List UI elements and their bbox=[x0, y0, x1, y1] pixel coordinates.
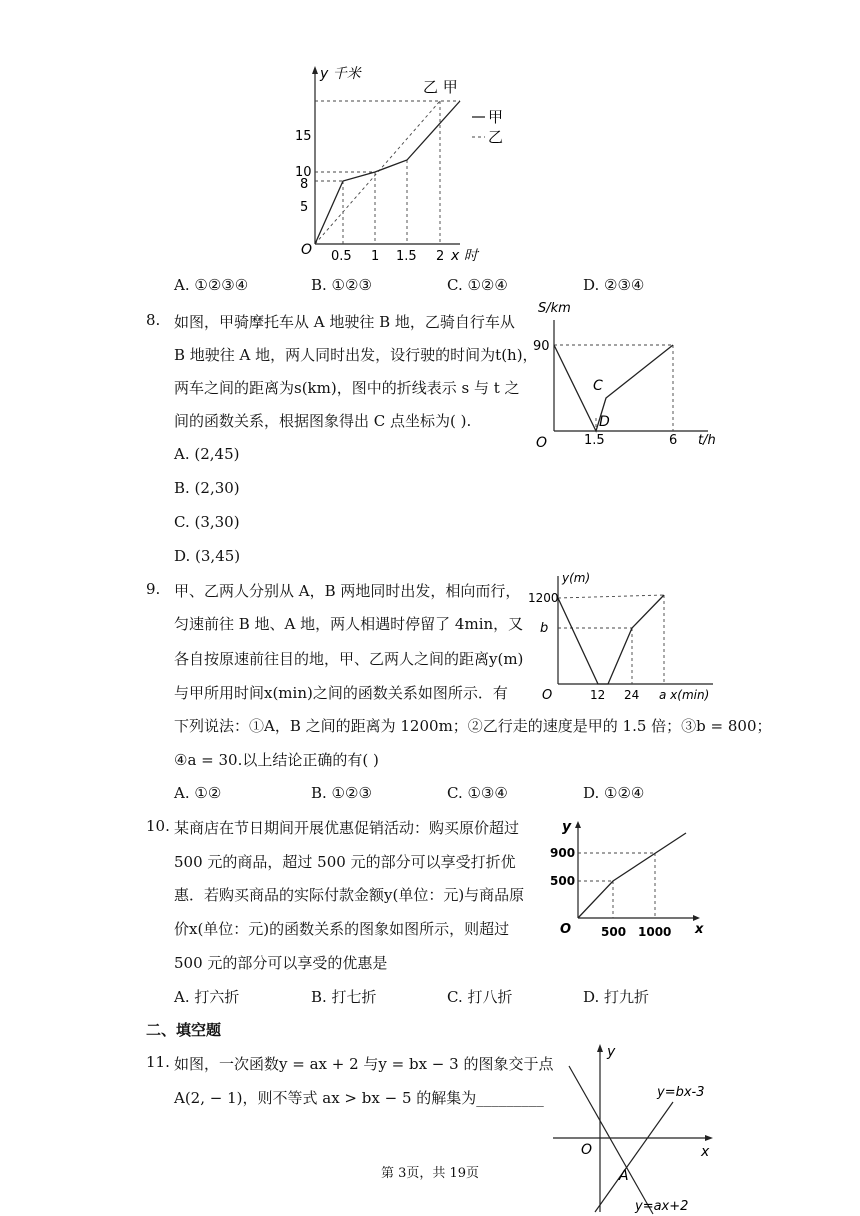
q10-ytick-900: 900 bbox=[550, 846, 576, 860]
q8-line-3: 两车之间的距离为s(km)，图中的折线表示 s 与 t 之 bbox=[174, 379, 520, 397]
page-footer: 第 3页，共 19页 bbox=[380, 1166, 480, 1181]
q10-y-axis: y bbox=[562, 819, 572, 835]
q9-line-3: 各自按原速前往目的地，甲、乙两人之间的距离y(m) bbox=[174, 650, 524, 668]
q10-x-axis: x bbox=[695, 922, 704, 937]
q9-y-b: b bbox=[540, 621, 549, 636]
q10-option-a[interactable]: A. 打六折 bbox=[174, 988, 240, 1006]
q7-xtick-0.5: 0.5 bbox=[331, 249, 352, 264]
q8-y-val: 90 bbox=[533, 339, 550, 354]
q9-number: 9. bbox=[146, 580, 161, 598]
section-title: 二、填空题 bbox=[146, 1021, 222, 1039]
q8-option-a[interactable]: A. (2,45) bbox=[174, 445, 240, 463]
q9-option-d[interactable]: D. ①②④ bbox=[583, 784, 645, 802]
q9-x-axis: a x(min) bbox=[659, 688, 710, 702]
q10-line-2: 500 元的商品，超过 500 元的部分可以享受打折优 bbox=[174, 853, 516, 871]
q10-line-5: 500 元的部分可以享受的优惠是 bbox=[174, 954, 388, 972]
q8-option-d[interactable]: D. (3,45) bbox=[174, 547, 241, 565]
q9-origin: O bbox=[542, 688, 553, 703]
q8-line-2: B 地驶往 A 地，两人同时出发，设行驶的时间为t(h)， bbox=[174, 346, 538, 364]
q9-xtick-12: 12 bbox=[590, 688, 606, 702]
q7-legend-yi: 乙 bbox=[488, 128, 504, 146]
q7-option-d[interactable]: D. ②③④ bbox=[583, 276, 645, 294]
q9-xtick-24: 24 bbox=[624, 688, 640, 702]
q7-origin: O bbox=[301, 242, 313, 258]
q11-line-1: 如图，一次函数y = ax + 2 与y = bx − 3 的图象交于点 bbox=[174, 1055, 554, 1073]
q9-y-top: 1200 bbox=[528, 591, 559, 605]
q8-y-axis: S/km bbox=[538, 301, 571, 316]
q10-line-3: 惠．若购买商品的实际付款金额y(单位：元)与商品原 bbox=[174, 886, 525, 904]
q10-line-1: 某商店在节日期间开展优惠促销活动：购买原价超过 bbox=[174, 819, 520, 837]
q10-graph bbox=[548, 815, 708, 940]
q11-y-axis: y bbox=[607, 1044, 616, 1060]
q10-xtick-500: 500 bbox=[601, 925, 627, 939]
q11-origin: O bbox=[581, 1142, 593, 1158]
q7-ytick-10: 10 bbox=[295, 165, 312, 180]
q8-number: 8. bbox=[146, 311, 161, 329]
q11-line-2: A(2, − 1)，则不等式 ax > bx − 5 的解集为_________ bbox=[174, 1089, 544, 1107]
q9-option-c[interactable]: C. ①③④ bbox=[447, 784, 508, 802]
q8-line-1: 如图，甲骑摩托车从 A 地驶往 B 地，乙骑自行车从 bbox=[174, 313, 515, 331]
q7-xtick-1.5: 1.5 bbox=[396, 249, 417, 264]
q11-number: 11. bbox=[146, 1053, 170, 1071]
q8-origin: O bbox=[536, 435, 548, 451]
q8-xtick-6: 6 bbox=[669, 433, 678, 448]
q9-line-5: 下列说法：①A，B 之间的距离为 1200m；②乙行走的速度是甲的 1.5 倍；③b = 800； bbox=[174, 717, 772, 735]
q10-xtick-1000: 1000 bbox=[638, 925, 672, 939]
q11-x-axis: x bbox=[701, 1144, 710, 1160]
q8-line-4: 间的函数关系，根据图象得出 C 点坐标为( ). bbox=[174, 412, 472, 430]
q7-ytick-15: 15 bbox=[295, 129, 312, 144]
q10-origin: O bbox=[560, 922, 572, 937]
q9-option-a[interactable]: A. ①② bbox=[174, 784, 222, 802]
q9-line-1: 甲、乙两人分别从 A，B 两地同时出发，相向而行， bbox=[174, 582, 521, 600]
q10-option-d[interactable]: D. 打九折 bbox=[583, 988, 650, 1006]
q7-ytick-5: 5 bbox=[300, 200, 309, 215]
q11-line2-label: y=ax+2 bbox=[635, 1199, 689, 1214]
q8-xtick-1.5: 1.5 bbox=[584, 433, 605, 448]
q8-option-b[interactable]: B. (2,30) bbox=[174, 479, 240, 497]
q8-graph bbox=[530, 298, 720, 458]
q7-option-a[interactable]: A. ①②③④ bbox=[174, 276, 249, 294]
q7-end-labels: 乙 甲 bbox=[423, 78, 458, 96]
q9-graph bbox=[528, 568, 718, 708]
q7-x-unit: x 时 bbox=[451, 248, 478, 264]
q9-line-6: ④a = 30.以上结论正确的有( ) bbox=[174, 751, 379, 769]
q7-option-c[interactable]: C. ①②④ bbox=[447, 276, 508, 294]
q8-point-d: D bbox=[599, 414, 610, 430]
q7-legend-jia: 甲 bbox=[488, 108, 504, 126]
q7-xtick-1: 1 bbox=[371, 249, 380, 264]
q7-graph bbox=[295, 62, 525, 262]
q8-option-c[interactable]: C. (3,30) bbox=[174, 513, 240, 531]
q11-graph bbox=[545, 1036, 720, 1216]
q10-number: 10. bbox=[146, 817, 170, 835]
q10-ytick-500: 500 bbox=[550, 874, 576, 888]
q10-option-c[interactable]: C. 打八折 bbox=[447, 988, 513, 1006]
q10-option-b[interactable]: B. 打七折 bbox=[311, 988, 377, 1006]
q7-y-unit: y 千米 bbox=[320, 66, 361, 82]
q7-ytick-8: 8 bbox=[300, 177, 309, 192]
q9-option-b[interactable]: B. ①②③ bbox=[311, 784, 372, 802]
q11-line1-label: y=bx-3 bbox=[657, 1085, 705, 1100]
q9-line-2: 匀速前往 B 地、A 地，两人相遇时停留了 4min，又 bbox=[174, 615, 524, 633]
q9-y-axis: y(m) bbox=[562, 571, 591, 585]
q8-point-c: C bbox=[593, 378, 603, 394]
q9-line-4: 与甲所用时间x(min)之间的函数关系如图所示．有 bbox=[174, 684, 508, 702]
q10-line-4: 价x(单位：元)的函数关系的图象如图所示，则超过 bbox=[174, 920, 510, 938]
q7-xtick-2: 2 bbox=[436, 249, 445, 264]
q7-option-b[interactable]: B. ①②③ bbox=[311, 276, 372, 294]
q11-point-a: A bbox=[619, 1168, 629, 1184]
q8-x-axis: t/h bbox=[698, 433, 716, 448]
